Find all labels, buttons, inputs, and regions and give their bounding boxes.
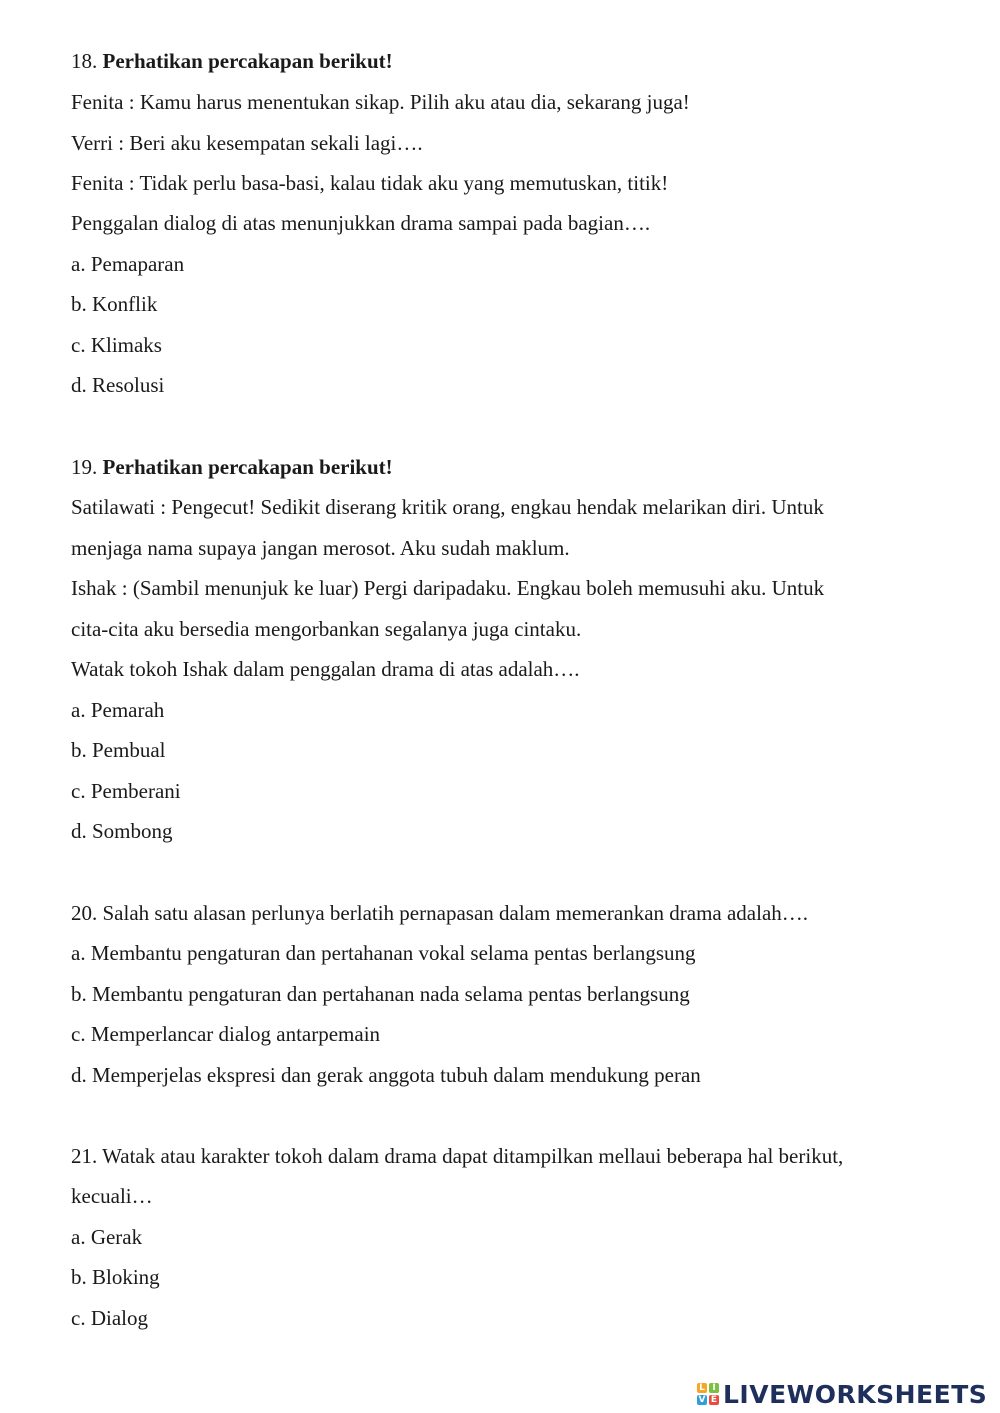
- liveworksheets-logo: [697, 1378, 987, 1410]
- q18-dialog-line: Fenita : Kamu harus menentukan sikap. Pilih aku atau dia, sekarang juga!: [71, 90, 690, 114]
- q19-number: 19.: [71, 455, 98, 479]
- q19-dialog-line: Satilawati : Pengecut! Sedikit diserang kritik orang, engkau hendak melarikan diri. Untuk: [71, 495, 824, 519]
- logo-tile: E: [710, 1395, 718, 1405]
- q21-option-c: c. Dialog: [71, 1306, 148, 1330]
- logo-tile: V: [698, 1395, 706, 1405]
- logo-tile: L: [697, 1383, 707, 1393]
- q18-question: Penggalan dialog di atas menunjukkan drama sampai pada bagian….: [71, 211, 651, 235]
- q18-option-c: c. Klimaks: [71, 333, 162, 357]
- q18-dialog-line: Fenita : Tidak perlu basa-basi, kalau tidak aku yang memutuskan, titik!: [71, 171, 669, 195]
- q19-dialog-line: menjaga nama supaya jangan merosot. Aku sudah maklum.: [71, 536, 570, 560]
- q19-instruction: Perhatikan percakapan berikut!: [102, 455, 393, 479]
- q20-option-a: a. Membantu pengaturan dan pertahanan vokal selama pentas berlangsung: [71, 941, 696, 965]
- q19-question: Watak tokoh Ishak dalam penggalan drama di atas adalah….: [71, 657, 580, 681]
- q19-heading: [71, 454, 393, 480]
- q19-option-b: b. Pembual: [71, 738, 166, 762]
- logo-tile: I: [709, 1383, 719, 1393]
- q18-heading: [71, 48, 393, 74]
- q20-option-d: d. Memperjelas ekspresi dan gerak anggota tubuh dalam mendukung peran: [71, 1063, 701, 1087]
- q19-dialog-line: cita-cita aku bersedia mengorbankan segalanya juga cintaku.: [71, 617, 582, 641]
- q18-option-b: b. Konflik: [71, 292, 158, 316]
- q18-option-a: a. Pemaparan: [71, 252, 185, 276]
- liveworksheets-logo-text: LIVEWORKSHEETS: [723, 1379, 988, 1409]
- q21-option-a: a. Gerak: [71, 1225, 143, 1249]
- q20-question: 20. Salah satu alasan perlunya berlatih pernapasan dalam memerankan drama adalah….: [71, 901, 809, 925]
- q18-instruction: Perhatikan percakapan berikut!: [102, 49, 393, 73]
- q18-option-d: d. Resolusi: [71, 373, 165, 397]
- q18-dialog-line: Verri : Beri aku kesempatan sekali lagi….: [71, 131, 423, 155]
- q20-option-c: c. Memperlancar dialog antarpemain: [71, 1022, 381, 1046]
- q21-question: kecuali…: [71, 1184, 153, 1208]
- q20-option-b: b. Membantu pengaturan dan pertahanan nada selama pentas berlangsung: [71, 982, 690, 1006]
- q19-dialog-line: Ishak : (Sambil menunjuk ke luar) Pergi daripadaku. Engkau boleh memusuhi aku. Untuk: [71, 576, 825, 600]
- q18-number: 18.: [71, 49, 98, 73]
- liveworksheets-logo-icon: [697, 1383, 719, 1405]
- q19-option-a: a. Pemarah: [71, 698, 165, 722]
- q19-option-d: d. Sombong: [71, 819, 173, 843]
- q19-option-c: c. Pemberani: [71, 779, 181, 803]
- q21-option-b: b. Bloking: [71, 1265, 160, 1289]
- q21-question: 21. Watak atau karakter tokoh dalam drama dapat ditampilkan mellaui beberapa hal berikut,: [71, 1144, 844, 1168]
